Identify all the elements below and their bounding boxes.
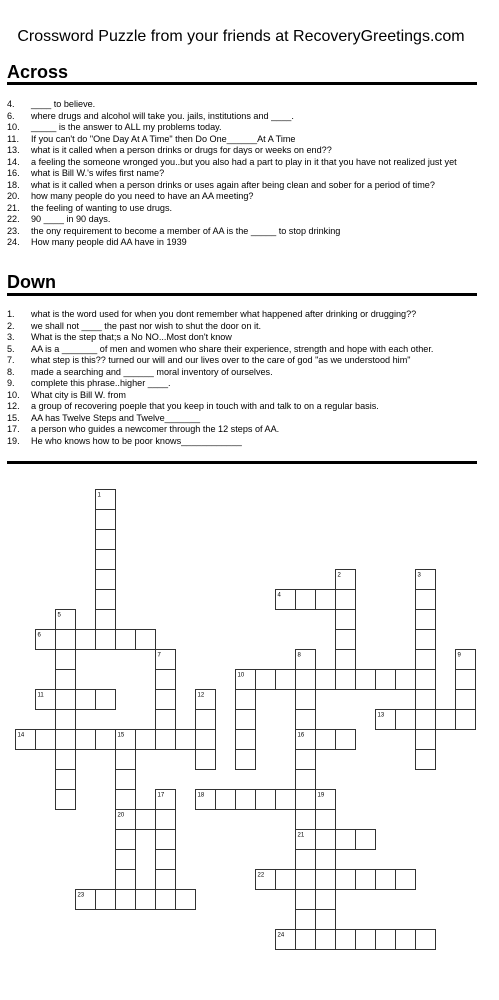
grid-cell[interactable] xyxy=(76,730,96,750)
clue-number: 23. xyxy=(7,225,20,236)
grid-cell[interactable] xyxy=(456,710,476,730)
grid-cell[interactable] xyxy=(396,670,416,690)
grid-number: 15 xyxy=(117,732,125,739)
grid-cell[interactable] xyxy=(76,630,96,650)
grid-number: 19 xyxy=(317,792,325,799)
grid-cell[interactable] xyxy=(136,730,156,750)
grid-number: 20 xyxy=(117,812,125,819)
grid-cell[interactable] xyxy=(416,670,436,690)
grid-number: 13 xyxy=(377,712,385,719)
clue-number: 10. xyxy=(7,389,20,400)
clue-text: AA is a _______ of men and women who share their experience, strength and hope with each other. xyxy=(31,343,434,354)
grid-cell[interactable] xyxy=(96,510,116,530)
grid-cell[interactable] xyxy=(376,930,396,950)
grid-cell[interactable] xyxy=(296,770,316,790)
clue-number: 14. xyxy=(7,156,20,167)
grid-cell[interactable] xyxy=(96,690,116,710)
grid-cell[interactable] xyxy=(396,870,416,890)
grid-cell[interactable] xyxy=(336,650,356,670)
clue-text: 90 ____ in 90 days. xyxy=(31,214,111,224)
clue-text: He who knows how to be poor knows____________ xyxy=(31,435,242,446)
clue-text: where drugs and alcohol will take you. jails, institutions and ____. xyxy=(31,110,294,121)
grid-cell[interactable] xyxy=(336,590,356,610)
grid-cell[interactable] xyxy=(136,630,156,650)
grid-cell[interactable] xyxy=(116,630,136,650)
grid-cell[interactable] xyxy=(116,790,136,810)
clue-number: 7. xyxy=(7,355,15,365)
grid-cell[interactable] xyxy=(156,850,176,870)
grid-cell[interactable] xyxy=(156,690,176,710)
grid-cell[interactable] xyxy=(416,610,436,630)
clue-number: 1. xyxy=(7,309,15,319)
grid-number: 14 xyxy=(17,732,25,739)
grid-number: 18 xyxy=(197,792,205,799)
grid-cell[interactable] xyxy=(316,870,336,890)
grid-cell[interactable] xyxy=(296,850,316,870)
grid-number: 16 xyxy=(297,732,305,739)
grid-cell[interactable] xyxy=(336,930,356,950)
grid-number: 7 xyxy=(157,652,161,659)
clue-number: 6. xyxy=(7,110,15,121)
clue-text: What city is Bill W. from xyxy=(31,389,126,400)
grid-cell[interactable] xyxy=(276,870,296,890)
clue-number: 5. xyxy=(7,343,15,354)
grid-number: 21 xyxy=(297,832,305,839)
clue-text: what is it called when a person drinks or drugs for days or weeks on end?? xyxy=(31,145,332,155)
grid-cell[interactable] xyxy=(356,830,376,850)
grid-cell[interactable] xyxy=(276,790,296,810)
clue-text: what is it called when a person drinks or uses again after being clean and sober for a period of time? xyxy=(31,179,435,190)
grid-number: 11 xyxy=(37,692,44,699)
grid-number: 9 xyxy=(457,652,461,659)
clue-text: If you can't do "One Day At A Time" then Do One______At A Time xyxy=(31,133,296,144)
grid-cell[interactable] xyxy=(116,750,136,770)
grid-cell[interactable] xyxy=(56,690,76,710)
grid-number: 2 xyxy=(337,572,341,579)
grid-cell[interactable] xyxy=(116,870,136,890)
clue-number: 20. xyxy=(7,191,20,201)
grid-cell[interactable] xyxy=(336,670,356,690)
clue-number: 24. xyxy=(7,237,20,247)
clue-text: what is Bill W.'s wifes first name? xyxy=(31,168,165,178)
grid-cell[interactable] xyxy=(236,750,256,770)
clue-text: what step is this?? turned our will and our lives over to the care of god "as we understood him" xyxy=(31,355,411,365)
grid-cell[interactable] xyxy=(196,710,216,730)
clue-number: 22. xyxy=(7,214,20,224)
clue-number: 18. xyxy=(7,179,20,190)
clue-text: the feeling of wanting to use drugs. xyxy=(31,202,173,213)
grid-cell[interactable] xyxy=(96,730,116,750)
clue-text: what is the word used for when you dont remember what happened after drinking or drugging?? xyxy=(31,309,417,319)
clue-text: the ony requirement to become a member of AA is the _____ to stop drinking xyxy=(31,225,341,236)
grid-cell[interactable] xyxy=(416,650,436,670)
grid-cell[interactable] xyxy=(436,710,456,730)
grid-cell[interactable] xyxy=(416,730,436,750)
grid-cell[interactable] xyxy=(296,790,316,810)
grid-cell[interactable] xyxy=(356,870,376,890)
grid-cell[interactable] xyxy=(296,710,316,730)
grid-cell[interactable] xyxy=(156,810,176,830)
clue-number: 17. xyxy=(7,424,20,434)
grid-cell[interactable] xyxy=(456,690,476,710)
grid-cell[interactable] xyxy=(236,690,256,710)
grid-cell[interactable] xyxy=(296,590,316,610)
grid-number: 8 xyxy=(297,652,301,659)
grid-cell[interactable] xyxy=(396,930,416,950)
grid-number: 6 xyxy=(37,632,41,639)
clue-text: How many people did AA have in 1939 xyxy=(31,237,187,247)
grid-cell[interactable] xyxy=(316,810,336,830)
clue-text: _____ is the answer to ALL my problems today. xyxy=(31,122,222,132)
grid-number: 3 xyxy=(417,572,421,579)
grid-cell[interactable] xyxy=(236,790,256,810)
grid-cell[interactable] xyxy=(156,710,176,730)
grid-cell[interactable] xyxy=(336,630,356,650)
grid-number: 4 xyxy=(277,592,281,599)
grid-cell[interactable] xyxy=(56,630,76,650)
clue-text: ____ to believe. xyxy=(31,99,96,109)
grid-number: 1 xyxy=(97,492,101,499)
clue-number: 9. xyxy=(7,378,15,388)
clue-number: 12. xyxy=(7,401,20,411)
grid-cell[interactable] xyxy=(96,570,116,590)
grid-cell[interactable] xyxy=(96,590,116,610)
grid-cell[interactable] xyxy=(56,790,76,810)
clue-number: 15. xyxy=(7,412,20,423)
down-heading: Down xyxy=(7,272,56,292)
grid-number: 10 xyxy=(237,672,245,679)
grid-cell[interactable] xyxy=(316,830,336,850)
grid-cell[interactable] xyxy=(176,730,196,750)
grid-cell[interactable] xyxy=(296,910,316,930)
clue-text: What is the step that;s a No NO...Most don't know xyxy=(31,332,232,342)
clue-text: a group of recovering poeple that you keep in touch with and talk to on a regular basis. xyxy=(31,401,379,411)
grid-cell[interactable] xyxy=(156,670,176,690)
grid-cell[interactable] xyxy=(116,830,136,850)
grid-cell[interactable] xyxy=(316,930,336,950)
grid-cell[interactable] xyxy=(156,830,176,850)
clue-number: 10. xyxy=(7,122,20,132)
grid-cell[interactable] xyxy=(336,610,356,630)
grid-cell[interactable] xyxy=(376,870,396,890)
grid-cell[interactable] xyxy=(296,870,316,890)
grid-cell[interactable] xyxy=(116,850,136,870)
grid-cell[interactable] xyxy=(196,730,216,750)
grid-cell[interactable] xyxy=(56,750,76,770)
across-heading: Across xyxy=(7,62,69,82)
clue-text: how many people do you need to have an AA meeting? xyxy=(31,191,254,201)
grid-cell[interactable] xyxy=(276,670,296,690)
grid-cell[interactable] xyxy=(156,870,176,890)
grid-cell[interactable] xyxy=(396,710,416,730)
grid-cell[interactable] xyxy=(56,710,76,730)
grid-cell[interactable] xyxy=(96,530,116,550)
clue-number: 21. xyxy=(7,202,20,213)
grid-cell[interactable] xyxy=(136,810,156,830)
grid-cell[interactable] xyxy=(236,730,256,750)
grid-cell[interactable] xyxy=(316,670,336,690)
grid-cell[interactable] xyxy=(56,770,76,790)
grid-cell[interactable] xyxy=(136,890,156,910)
grid-cell[interactable] xyxy=(316,850,336,870)
grid-cell[interactable] xyxy=(196,750,216,770)
grid-cell[interactable] xyxy=(316,890,336,910)
clue-number: 4. xyxy=(7,99,15,109)
grid-cell[interactable] xyxy=(316,730,336,750)
grid-cell[interactable] xyxy=(116,890,136,910)
clue-text: a feeling the someone wronged you..but you also had a part to play in it that you have not realized just yet xyxy=(31,156,457,167)
grid-cell[interactable] xyxy=(416,690,436,710)
grid-cell[interactable] xyxy=(316,590,336,610)
grid-number: 23 xyxy=(77,892,85,899)
grid-cell[interactable] xyxy=(296,670,316,690)
grid-cell[interactable] xyxy=(416,630,436,650)
clue-number: 19. xyxy=(7,435,20,446)
grid-cell[interactable] xyxy=(236,710,256,730)
grid-cell[interactable] xyxy=(296,810,316,830)
grid-cell[interactable] xyxy=(96,890,116,910)
grid-number: 17 xyxy=(157,792,165,799)
grid-cell[interactable] xyxy=(416,590,436,610)
grid-number: 5 xyxy=(57,612,61,619)
grid-cell[interactable] xyxy=(156,730,176,750)
clue-text: we shall not ____ the past nor wish to shut the door on it. xyxy=(31,320,262,331)
grid-cell[interactable] xyxy=(56,670,76,690)
grid-cell[interactable] xyxy=(36,730,56,750)
grid-number: 24 xyxy=(277,932,285,939)
grid-cell[interactable] xyxy=(356,930,376,950)
clue-number: 11. xyxy=(7,133,19,144)
grid-cell[interactable] xyxy=(416,710,436,730)
grid-cell[interactable] xyxy=(336,730,356,750)
grid-cell[interactable] xyxy=(96,550,116,570)
grid-number: 22 xyxy=(257,872,265,879)
grid-cell[interactable] xyxy=(356,670,376,690)
grid-cell[interactable] xyxy=(296,750,316,770)
grid-cell[interactable] xyxy=(316,910,336,930)
grid-cell[interactable] xyxy=(336,830,356,850)
clue-number: 16. xyxy=(7,168,20,178)
clue-number: 13. xyxy=(7,145,20,155)
grid-cell[interactable] xyxy=(76,690,96,710)
grid-cell[interactable] xyxy=(456,670,476,690)
clue-text: made a searching and ______ moral inventory of ourselves. xyxy=(31,366,273,377)
grid-cell[interactable] xyxy=(296,930,316,950)
grid-cell[interactable] xyxy=(176,890,196,910)
clue-number: 2. xyxy=(7,320,15,331)
grid-cell[interactable] xyxy=(116,770,136,790)
grid-cell[interactable] xyxy=(56,650,76,670)
clue-number: 3. xyxy=(7,332,15,342)
grid-cell[interactable] xyxy=(376,670,396,690)
grid-cell[interactable] xyxy=(416,750,436,770)
grid-cell[interactable] xyxy=(296,690,316,710)
grid-cell[interactable] xyxy=(256,790,276,810)
grid-cell[interactable] xyxy=(56,730,76,750)
clue-number: 8. xyxy=(7,366,15,377)
grid-cell[interactable] xyxy=(96,630,116,650)
clue-text: complete this phrase..higher ____. xyxy=(31,378,171,388)
grid-cell[interactable] xyxy=(416,930,436,950)
grid-cell[interactable] xyxy=(156,890,176,910)
grid-cell[interactable] xyxy=(256,670,276,690)
grid-number: 12 xyxy=(197,692,205,699)
grid-cell[interactable] xyxy=(96,610,116,630)
grid-cell[interactable] xyxy=(216,790,236,810)
page-title: Crossword Puzzle from your friends at RecoveryGreetings.com xyxy=(17,28,465,45)
grid-cell[interactable] xyxy=(336,870,356,890)
grid-cell[interactable] xyxy=(296,890,316,910)
clue-text: a person who guides a newcomer through the 12 steps of AA. xyxy=(31,424,280,434)
clue-text: AA has Twelve Steps and Twelve_______ xyxy=(31,412,201,423)
